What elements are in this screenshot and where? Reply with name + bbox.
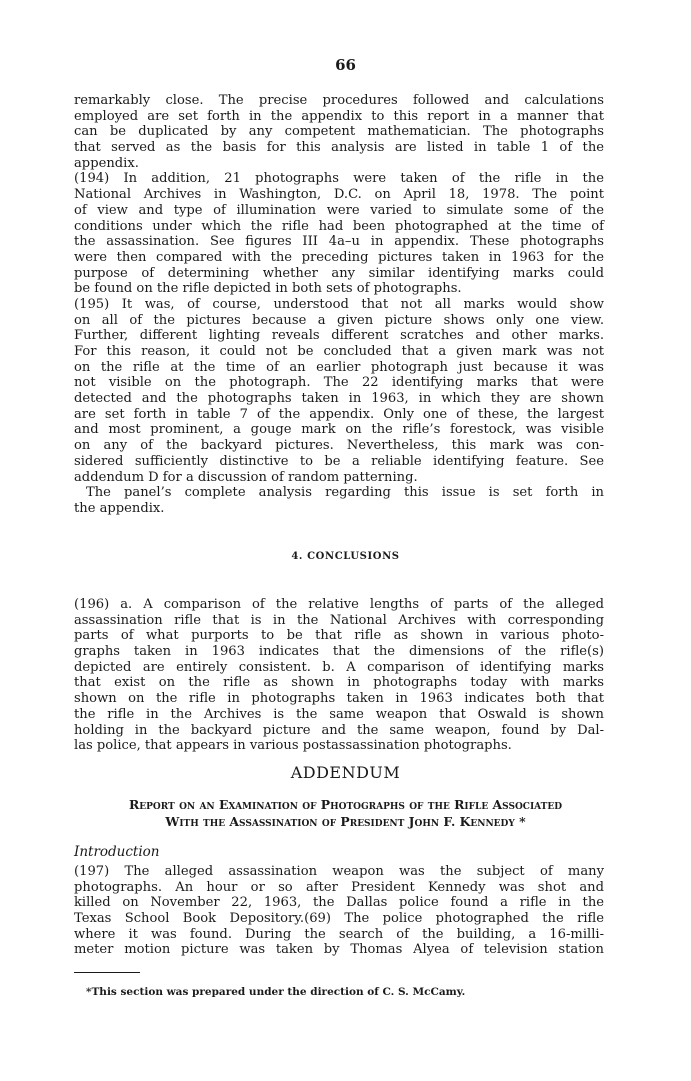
body-text-block-3 bbox=[74, 864, 604, 958]
text-line: be found on the rifle depicted in both sets of photographs. bbox=[74, 281, 462, 297]
text-line: National Archives in Washington, D.C. on April 18, 1978. The point bbox=[74, 187, 604, 203]
text-line: that served as the basis for this analysis are listed in table 1 of the bbox=[74, 140, 604, 156]
text-line: Further, different lighting reveals different scratches and other marks. bbox=[74, 328, 604, 344]
text-line: depicted are entirely consistent. b. A comparison of identifying marks bbox=[74, 659, 604, 675]
section-heading-conclusions: 4. CONCLUSIONS bbox=[291, 551, 400, 562]
text-line: on the rifle at the time of an earlier photograph just because it was bbox=[74, 359, 604, 375]
text-line: assassination rifle that is in the National Archives with corresponding bbox=[74, 612, 604, 628]
text-line: and most prominent, a gouge mark on the rifle’s forestock, was visible bbox=[74, 422, 604, 438]
text-line: sidered sufficiently distinctive to be a reliable identifying feature. See bbox=[74, 453, 604, 469]
text-line: (194) In addition, 21 photographs were taken of the rifle in the bbox=[74, 171, 604, 187]
text-line: not visible on the photograph. The 22 identifying marks that were bbox=[74, 375, 604, 391]
text-line: are set forth in table 7 of the appendix. Only one of these, the largest bbox=[74, 406, 604, 422]
text-line: the assassination. See figures III 4a–u in appendix. These photographs bbox=[74, 234, 604, 250]
text-line: meter motion picture was taken by Thomas Alyea of television station bbox=[74, 942, 604, 958]
page-number: 66 bbox=[335, 56, 356, 74]
text-line: the appendix. bbox=[74, 500, 165, 516]
text-line: where it was found. During the search of the building, a 16-milli- bbox=[74, 926, 604, 942]
text-line: (195) It was, of course, understood that not all marks would show bbox=[74, 296, 604, 312]
text-line: Texas School Book Depository.(69) The police photographed the rifle bbox=[74, 911, 604, 927]
text-line: of view and type of illumination were varied to simulate some of the bbox=[74, 202, 604, 218]
text-line: were then compared with the preceding pictures taken in 1963 for the bbox=[74, 249, 604, 265]
text-line: For this reason, it could not be concluded that a given mark was not bbox=[74, 344, 604, 359]
text-line: remarkably close. The precise procedures followed and calculations bbox=[74, 93, 604, 108]
body-text-block-1 bbox=[74, 93, 604, 517]
text-line: on all of the pictures because a given picture shows only one view. bbox=[74, 312, 604, 328]
text-line: employed are set forth in the appendix to this report in a manner that bbox=[74, 108, 604, 124]
text-line: (197) The alleged assassination weapon was the subject of many bbox=[74, 864, 604, 879]
text-line: las police, that appears in various postassassination photographs. bbox=[74, 738, 512, 754]
addendum-title: ADDENDUM bbox=[290, 763, 401, 782]
footnote: *This section was prepared under the direction of C. S. McCamy. bbox=[86, 986, 466, 998]
text-line: can be duplicated by any competent mathematician. The photographs bbox=[74, 124, 604, 140]
text-line: purpose of determining whether any similar identifying marks could bbox=[74, 265, 604, 281]
text-line: killed on November 22, 1963, the Dallas police found a rifle in the bbox=[74, 895, 604, 911]
text-line: the rifle in the Archives is the same weapon that Oswald is shown bbox=[74, 706, 604, 722]
text-line: that exist on the rifle as shown in photographs today with marks bbox=[74, 675, 604, 691]
text-line: shown on the rifle in photographs taken in 1963 indicates both that bbox=[74, 691, 604, 707]
text-line: The panel’s complete analysis regarding this issue is set forth in bbox=[86, 485, 604, 501]
text-line: parts of what purports to be that rifle as shown in various photo- bbox=[74, 628, 604, 644]
text-line: holding in the backyard picture and the same weapon, found by Dal- bbox=[74, 722, 604, 738]
text-line: on any of the backyard pictures. Nevertheless, this mark was con- bbox=[74, 438, 604, 454]
text-line: detected and the photographs taken in 1963, in which they are shown bbox=[74, 391, 604, 407]
text-line: (196) a. A comparison of the relative lengths of parts of the alleged bbox=[74, 597, 604, 612]
text-line: addendum D for a discussion of random patterning. bbox=[74, 469, 418, 485]
text-line: graphs taken in 1963 indicates that the dimensions of the rifle(s) bbox=[74, 644, 604, 660]
report-title-line-2: With the Assassination of President John F. Kennedy * bbox=[165, 814, 526, 829]
body-text-block-2 bbox=[74, 597, 604, 754]
introduction-heading: Introduction bbox=[74, 844, 160, 860]
text-line: conditions under which the rifle had been photographed at the time of bbox=[74, 218, 604, 234]
report-title-line-1: Report on an Examination of Photographs of the Rifle Associated bbox=[128, 797, 563, 812]
text-line: photographs. An hour or so after President Kennedy was shot and bbox=[74, 879, 604, 895]
footnote-rule bbox=[74, 972, 140, 973]
text-line: appendix. bbox=[74, 155, 139, 171]
